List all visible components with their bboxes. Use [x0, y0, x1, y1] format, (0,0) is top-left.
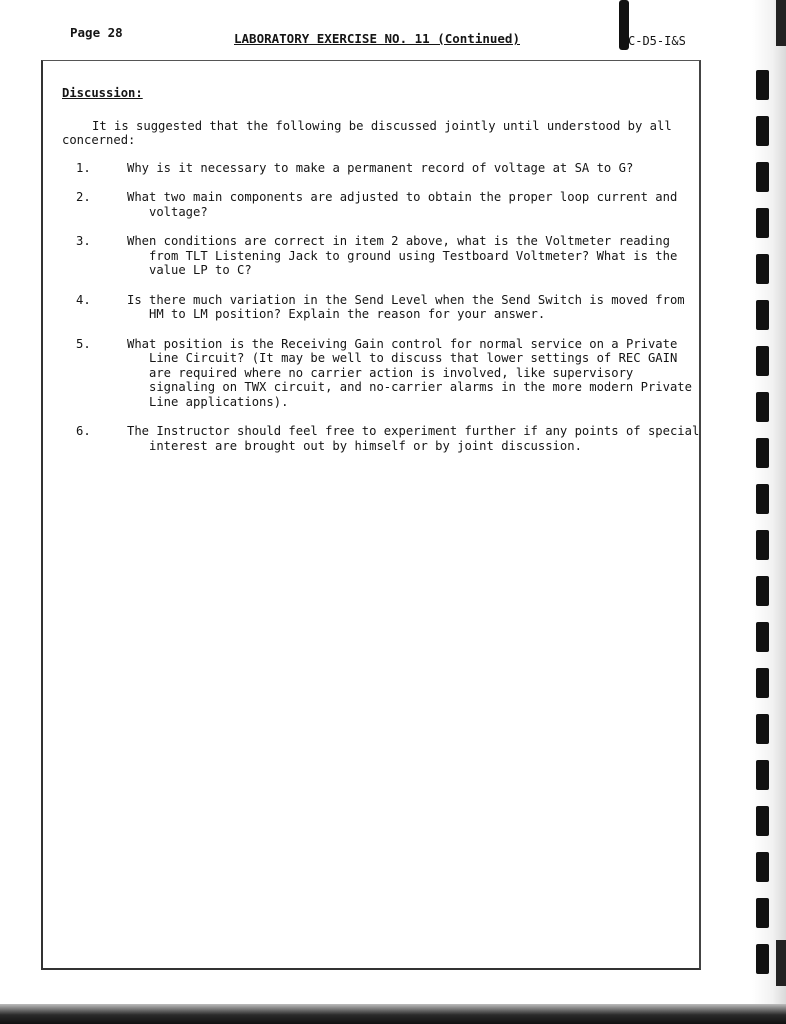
question-list — [62, 161, 702, 454]
binding-hole — [756, 760, 769, 790]
question-number: 4. — [76, 292, 91, 307]
page-number: Page 28 — [70, 25, 123, 40]
question-number: 3. — [76, 234, 91, 248]
question-text: What two main components are adjusted to obtain the proper loop current and voltage? — [127, 190, 678, 219]
exercise-title: LABORATORY EXERCISE NO. 11 (Continued) — [234, 31, 520, 46]
question-number: 2. — [76, 190, 91, 204]
binding-hole — [756, 622, 769, 652]
binding-hole — [756, 714, 769, 744]
binding-hole — [756, 300, 769, 330]
question-item — [62, 161, 702, 176]
question-text: What position is the Receiving Gain control for normal service on a Private Line Circuit? (It may be well to discuss that lower settings of REC GAIN are required where no carrier action is involved, like supervisory signaling on TWX circuit, and no-carrier alarms in the more modern Private Line applications). — [127, 336, 692, 409]
question-number: 5. — [76, 336, 91, 351]
binding-hole — [756, 576, 769, 606]
binding-hole — [756, 944, 769, 974]
question-item — [62, 293, 702, 322]
binding-hole — [756, 668, 769, 698]
binding-hole — [756, 116, 769, 146]
scan-bottom-edge — [0, 1004, 786, 1024]
question-text: The Instructor should feel free to experiment further if any points of special interest are brought out by himself or by joint discussion. — [127, 424, 700, 453]
binding-hole — [756, 484, 769, 514]
binding-hole — [756, 162, 769, 192]
binding-edge-mark — [776, 940, 786, 986]
document-code: C-D5-I&S — [628, 34, 686, 48]
question-text: Why is it necessary to make a permanent record of voltage at SA to G? — [127, 160, 634, 175]
question-item — [62, 190, 702, 219]
discussion-section — [62, 86, 702, 468]
binding-hole — [756, 70, 769, 100]
binding-hole — [756, 254, 769, 284]
binding-hole — [756, 898, 769, 928]
question-text: When conditions are correct in item 2 above, what is the Voltmeter reading from TLT Listening Jack to ground using Testboard Voltmeter? What is the value LP to C? — [127, 234, 678, 277]
binding-hole — [756, 852, 769, 882]
question-item — [62, 337, 702, 410]
question-item — [62, 424, 702, 453]
question-number: 6. — [76, 424, 91, 438]
discussion-intro: It is suggested that the following be discussed jointly until understood by all concerned: — [62, 118, 672, 147]
discussion-heading: Discussion: — [62, 86, 143, 100]
question-item — [62, 234, 702, 278]
binding-hole — [756, 438, 769, 468]
binding-edge-mark — [776, 0, 786, 46]
question-number: 1. — [76, 160, 91, 175]
binding-hole — [756, 392, 769, 422]
binding-hole — [756, 346, 769, 376]
binding-hole — [756, 806, 769, 836]
binding-hole — [756, 208, 769, 238]
question-text: Is there much variation in the Send Level when the Send Switch is moved from HM to LM position? Explain the reason for your answer. — [127, 292, 685, 321]
binding-hole — [756, 530, 769, 560]
